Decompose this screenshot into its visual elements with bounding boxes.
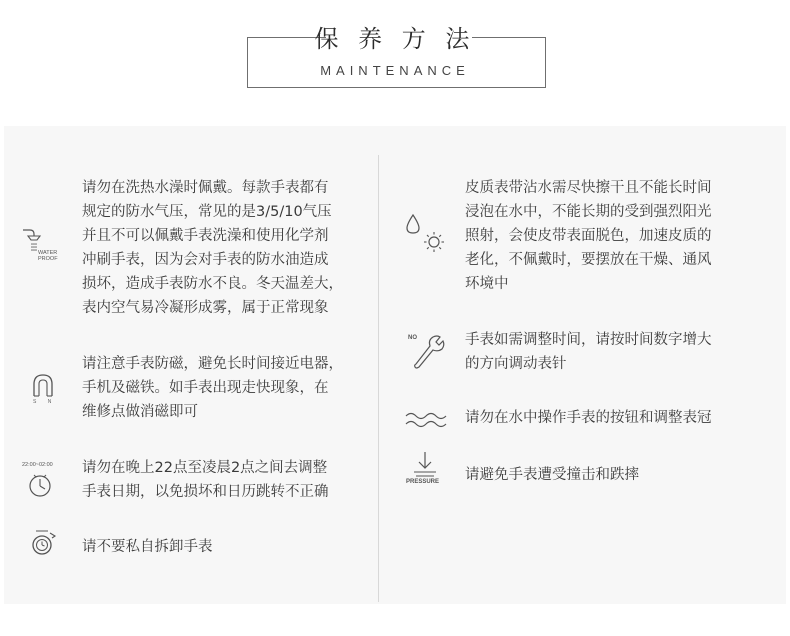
tip-avoid-impact: 请避免手表遭受撞击和跌摔 (465, 467, 639, 483)
column-divider (378, 155, 379, 602)
water-sun-icon (404, 212, 450, 252)
time-range-label: 22:00~02:00 (22, 462, 53, 468)
clock-time-icon (20, 462, 64, 502)
wave-icon (404, 408, 450, 432)
page-title: 保 养 方 法 (314, 25, 476, 53)
tip-anti-magnetic: 请注意手表防磁，避免长时间接近电器， 手机及磁铁。如手表出现走快现象，在 维修点做消磁即可 (82, 356, 343, 420)
magnet-icon (28, 372, 60, 408)
no-disassemble-icon (28, 528, 60, 560)
wrench-no-label: NO (408, 335, 417, 341)
tip-no-disassemble: 请不要私自拆卸手表 (82, 539, 213, 555)
magnet-pole-label: S N (33, 399, 57, 405)
tip-time-direction: 手表如需调整时间，请按时间数字增大 的方向调动表针 (465, 332, 712, 372)
pressure-label: PRESSURE (406, 479, 440, 485)
tip-date-adjust: 请勿在晚上22点至凌晨2点之间去调整 手表日期，以免损坏和日历跳转不正确 (82, 460, 329, 500)
water-proof-icon (18, 226, 68, 266)
tip-leather-strap: 皮质表带沾水需尽快擦干且不能长时间 浸泡在水中，不能长期的受到强烈阳光 照射，会使皮带表面脱色，加速皮质的 老化，不佩戴时，要摆放在干燥、通风 环境中 (465, 180, 712, 292)
water-proof-label: WATER PROOF (38, 250, 58, 262)
tip-no-underwater-buttons: 请勿在水中操作手表的按钮和调整表冠 (465, 410, 712, 426)
pressure-icon (404, 450, 448, 490)
tip-no-hot-shower: 请勿在洗热水澡时佩戴。每款手表都有 规定的防水气压，常见的是3/5/10气压 并且不可以佩戴手表洗澡和使用化学剂 冲刷手表，因为会对手表的防水油造成 损坏，造成手表防水不良。冬天温差大， 表内空气易冷凝形成雾，属于正常现象 (82, 180, 343, 316)
page-subtitle: MAINTENANCE (320, 63, 470, 78)
wrench-icon (406, 332, 446, 372)
